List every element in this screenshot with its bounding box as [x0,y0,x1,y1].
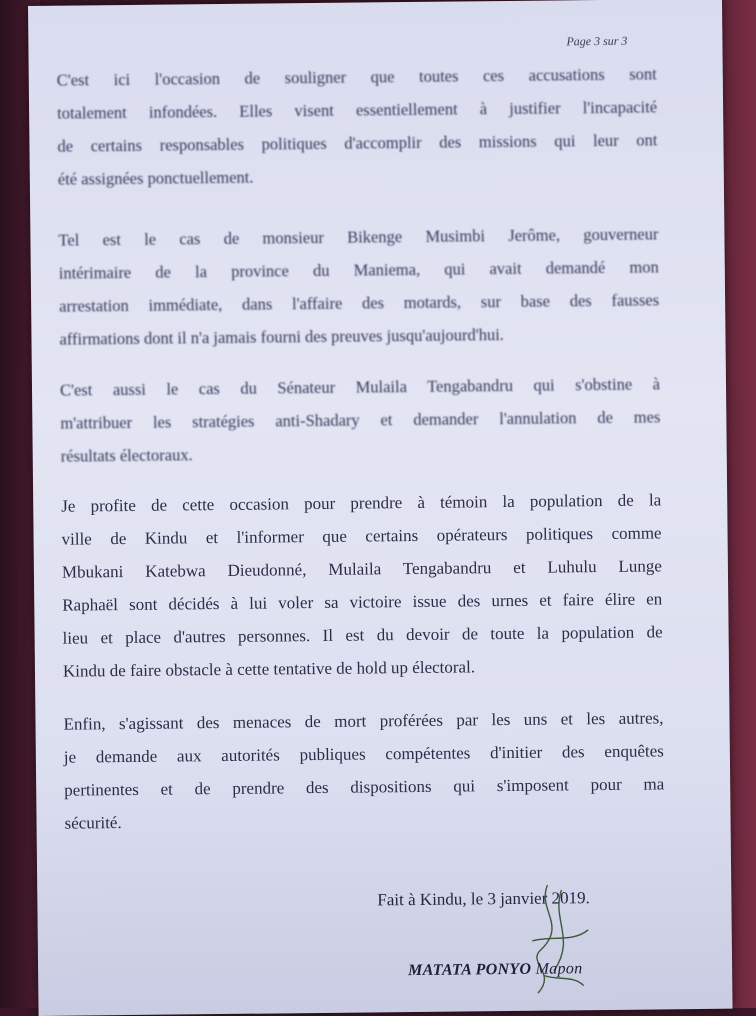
document-page [28,0,733,1016]
paragraph-1 [57,57,658,195]
text-line: affirmations dont il n'a jamais fourni des preuves jusqu'aujourd'hui. [59,325,504,349]
signatory-surname: MATATA PONYO [408,960,532,980]
text-line: C'est aussi le cas du Sénateur Mulaila Tengabandru qui s'obstine à [59,374,661,400]
text-line: sécurité. [64,813,122,833]
signatory-name [408,960,583,980]
text-line: m'attribuer les stratégies anti-Shadary et demander l'annulation de mes [60,407,661,433]
paragraph-5 [63,701,664,839]
paragraph-2 [58,217,659,355]
paragraph-4 [61,483,663,687]
text-line: été assignées ponctuellement. [57,167,254,189]
text-line: résultats électoraux. [60,445,193,466]
text-line: arrestation immédiate, dans l'affaire des motards, sur base des fausses [59,290,660,316]
text-line: pertinentes et de prendre des dispositions qui s'imposent pour ma [64,774,665,800]
text-line: ville de Kindu et l'informer que certains opérateurs politiques comme [61,523,662,549]
text-line: Raphaël sont décidés à lui voler sa victoire issue des urnes et faire élire en [62,589,663,615]
text-line: Enfin, s'agissant des menaces de mort proférées par les uns et les autres, [63,708,664,734]
paragraph-3 [60,367,661,472]
text-line: Mbukani Katebwa Dieudonné, Mulaila Tengabandru et Luhulu Lunge [61,556,662,582]
text-line: C'est ici l'occasion de souligner que toutes ces accusations sont [56,64,657,90]
text-line: Tel est le cas de monsieur Bikenge Musimbi Jerôme, gouverneur [58,224,659,250]
text-line: de certains responsables politiques d'accomplir des missions qui leur ont [57,130,658,156]
place-and-date: Fait à Kindu, le 3 janvier 2019. [377,888,590,910]
signatory-given-name: Mapon [535,960,583,978]
text-line: totalement infondées. Elles visent essentiellement à justifier l'incapacité [57,97,658,123]
text-line: je demande aux autorités publiques compétentes d'initier des enquêtes [63,741,664,767]
text-line: lieu et place d'autres personnes. Il est du devoir de toute la population de [62,622,663,648]
page-number: Page 3 sur 3 [566,33,628,49]
handwritten-signature [477,880,618,1011]
text-line: intérimaire de la province du Maniema, qui avait demandé mon [58,257,659,283]
text-line: Kindu de faire obstacle à cette tentative de hold up électoral. [62,657,476,681]
text-line: Je profite de cette occasion pour prendre à témoin la population de la [61,490,662,516]
